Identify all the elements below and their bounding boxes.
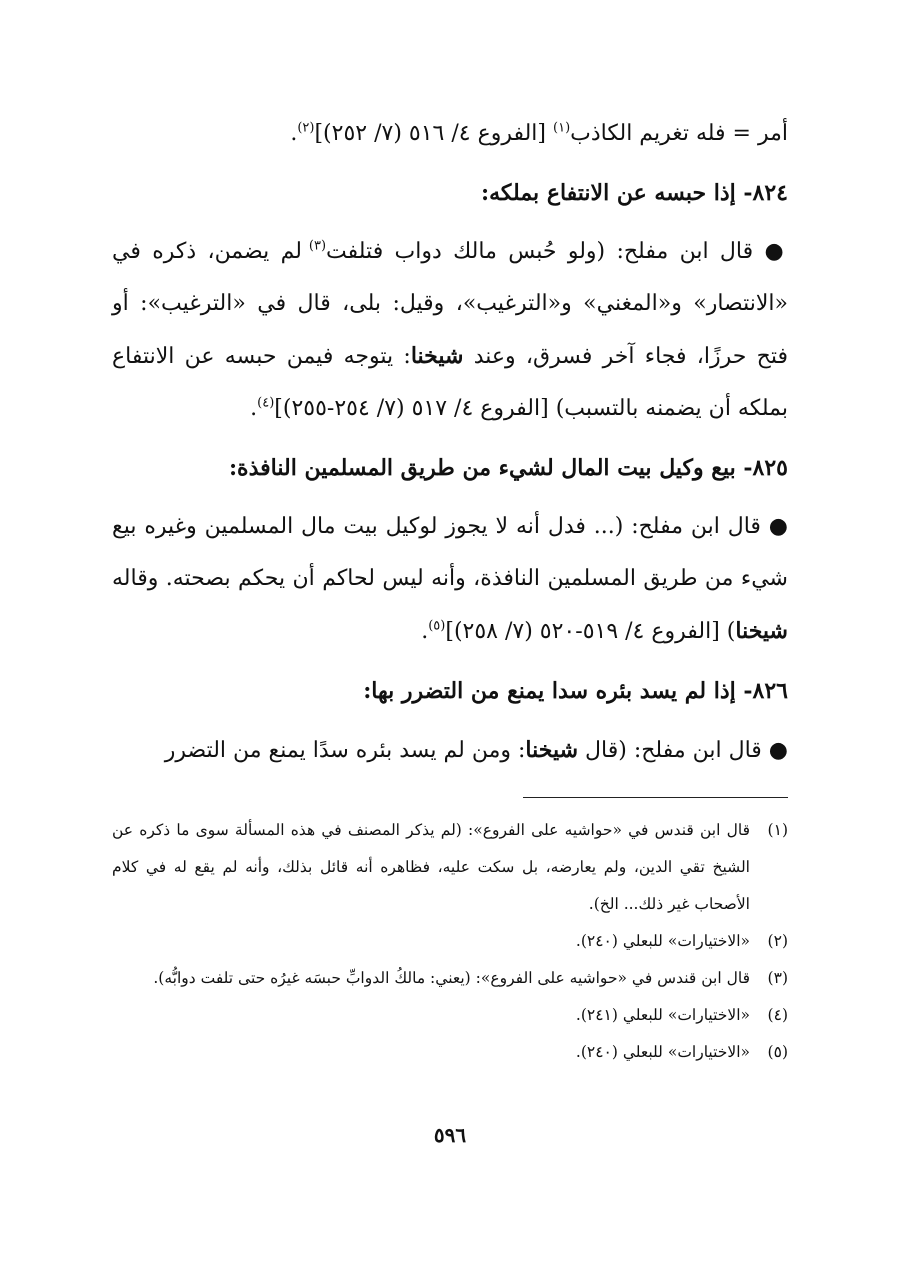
intro-text: أمر = فله تغريم الكاذب <box>570 121 788 146</box>
footnote-text: قال ابن قندس في «حواشيه على الفروع»: (يعني: مالكُ الدوابِّ حبسَه غيرُه حتى تلفت دوابُّه). <box>153 969 750 987</box>
footnote-ref-1[interactable]: (١) <box>553 120 571 136</box>
page-number: ٥٩٦ <box>433 1123 467 1147</box>
section-826-paragraph <box>112 724 788 777</box>
footnote-text: «الاختيارات» للبعلي (٢٤٠). <box>575 1043 750 1061</box>
intro-line <box>112 108 788 160</box>
section-825-paragraph <box>112 501 788 658</box>
footnote-ref-5[interactable]: (٥) <box>428 618 446 634</box>
s825-text-b: ) [الفروع ٤/ ٥١٩-٥٢٠ (٧/ ٢٥٨)] <box>445 619 736 644</box>
s824-text-b: لم يضمن، ذكره في «الانتصار» و«المغني» و«الترغيب»، وقيل: بلى، قال في «الترغيب»: أو فتح حرزًا، فجاء آخر فسرق، وعند <box>112 239 788 369</box>
footnote-ref-3[interactable]: (٣) <box>308 238 327 254</box>
footnote-text: قال ابن قندس في «حواشيه على الفروع»: (لم يذكر المصنف في هذه المسألة سوى ما ذكره عن الشيخ تقي الدين، ولم يعارضه، بل سكت عليه، فظاهره أنه قائل بذلك، وأنه لم يقع له في كلام الأصحاب غير ذلك... الخ). <box>112 821 750 913</box>
period: . <box>421 619 429 644</box>
footnote-ref-4[interactable]: (٤) <box>257 395 275 411</box>
s825-shaykh: شيخنا <box>735 618 788 644</box>
period: . <box>250 396 258 421</box>
footnote-item <box>112 923 788 960</box>
footnote-item <box>112 997 788 1034</box>
s824-text-c: : يتوجه فيمن حبسه عن الانتفاع بملكه أن يضمنه بالتسبب) [الفروع ٤/ ٥١٧ (٧/ ٢٥٤-٢٥٥)] <box>112 344 788 421</box>
section-825-heading: ٨٢٥- بيع وكيل بيت المال لشيء من طريق المسلمين النافذة: <box>228 455 788 481</box>
s826-text-b: : ومن لم يسد بئره سدًا يمنع من التضرر <box>164 738 526 763</box>
footnote-text: «الاختيارات» للبعلي (٢٤١). <box>575 1006 750 1024</box>
footnote-item <box>112 812 788 923</box>
footnote-number: (٣) <box>767 969 788 987</box>
footnote-number: (٥) <box>767 1043 788 1061</box>
s824-shaykh: شيخنا <box>410 343 464 369</box>
footnotes <box>112 812 788 1071</box>
s824-text-a: ● قال ابن مفلح: (ولو حُبس مالك دواب فتلفت <box>326 239 788 264</box>
section-826-heading: ٨٢٦- إذا لم يسد بئره سدا يمنع من التضرر بها: <box>363 678 788 704</box>
s826-text-a: ● قال ابن مفلح: (قال <box>578 738 788 763</box>
s825-text-a: ● قال ابن مفلح: (... فدل أنه لا يجوز لوكيل بيت مال المسلمين وغيره بيع شيء من طريق المسلمين النافذة، وأنه ليس لحاكم أن يحكم بصحته. وقاله <box>112 514 788 591</box>
footnote-number: (٤) <box>767 1006 788 1024</box>
section-824-paragraph <box>112 226 788 435</box>
footnote-text: «الاختيارات» للبعلي (٢٤٠). <box>575 932 750 950</box>
footnote-divider <box>523 797 788 798</box>
period: . <box>290 121 298 146</box>
footnote-ref-2[interactable]: (٢) <box>297 120 315 136</box>
section-824-heading: ٨٢٤- إذا حبسه عن الانتفاع بملكه: <box>480 180 788 206</box>
footnote-number: (١) <box>767 821 788 839</box>
main-text <box>112 108 788 777</box>
intro-source: [الفروع ٤/ ٥١٦ (٧/ ٢٥٢)] <box>314 121 546 146</box>
s826-shaykh: شيخنا <box>525 737 579 763</box>
footnote-number: (٢) <box>767 932 788 950</box>
footnote-item <box>112 960 788 997</box>
footnote-item <box>112 1034 788 1071</box>
